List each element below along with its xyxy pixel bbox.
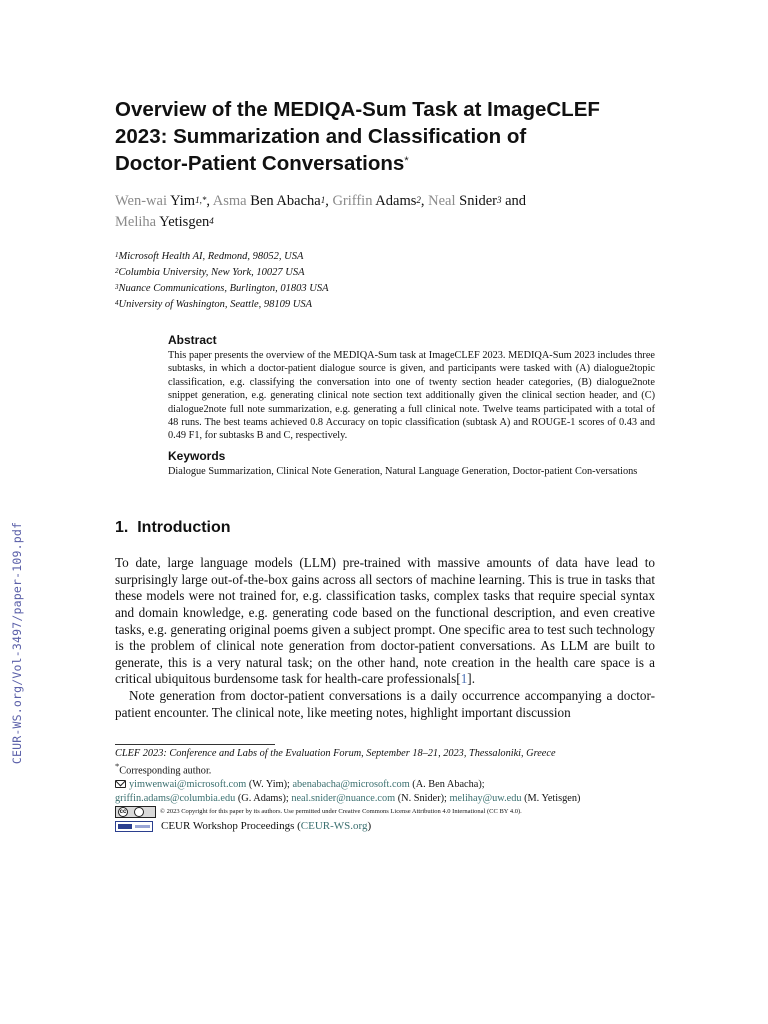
author-affil-mark: 4	[209, 216, 214, 226]
email-link[interactable]: griffin.adams@columbia.edu	[115, 792, 236, 804]
affiliation-text: Columbia University, New York, 10027 USA	[118, 267, 305, 278]
author-given-name: Asma	[212, 193, 247, 209]
author-given-name: Griffin	[332, 193, 373, 209]
ceur-link[interactable]: CEUR-WS.org	[300, 820, 368, 833]
paragraph-text: To date, large language models (LLM) pre-trained with massive amounts of data have lead to surprisingly large out-of-the-box gains across all sectors of machine learning. This is true in tasks that these models were not trained for, e.g. classification tasks, complex tasks that require special syntax and domain knowledge, e.g. generating code based on the functional description, and even creative tasks, e.g. generating original poems given a subject prompt. One specific area to test such technology is the problem of clinical note generation from doctor-patient conversations. As LLM are built to generate, this is a very natural task; on the other hand, note creation in the health care space is a critical ubiquitous burdensome task for health-care professionals[	[115, 555, 655, 687]
affiliation-number: 1	[115, 251, 119, 259]
author-given-name: Meliha	[115, 214, 157, 230]
email-owner: (G. Adams);	[235, 792, 292, 804]
title-line-1: Overview of the MEDIQA-Sum Task at ImageCLEF	[115, 98, 600, 121]
affiliation-text: University of Washington, Seattle, 98109 USA	[118, 299, 313, 310]
author	[428, 193, 501, 209]
email-link[interactable]: yimwenwai@microsoft.com	[129, 779, 247, 791]
affiliation	[115, 249, 655, 265]
author-list	[115, 191, 655, 233]
author-separator: ,	[206, 193, 213, 209]
author-affil-mark: 2	[416, 195, 421, 205]
corresponding-footnote	[115, 760, 655, 778]
paragraph-text: ].	[467, 671, 475, 687]
sidebar-url-text[interactable]: CEUR-WS.org/Vol-3497/paper-109.pdf	[10, 521, 25, 764]
author-family-name: Yetisgen	[159, 214, 210, 230]
cc-by-badge-icon[interactable]	[115, 806, 156, 818]
license-row	[115, 806, 655, 818]
introduction-body	[115, 555, 655, 721]
author-family-name: Adams	[375, 193, 417, 209]
footnote-text: Corresponding author.	[119, 765, 212, 777]
affiliation-text: Microsoft Health AI, Redmond, 98052, USA	[118, 251, 304, 262]
affiliation	[115, 281, 655, 297]
arxiv-sidebar-url[interactable]	[8, 520, 26, 765]
keywords-heading: Keywords	[168, 448, 226, 463]
citation-link[interactable]: 1	[460, 671, 468, 687]
author-affil-mark: 3	[497, 195, 502, 205]
abstract-block	[168, 333, 655, 478]
paragraph: Note generation from doctor-patient conversations is a daily occurrence accompanying a doctor-patient encounter. The clinical note, like meeting notes, highlight important discussion	[115, 688, 655, 720]
email-line	[115, 792, 655, 805]
section-heading-introduction	[115, 518, 655, 538]
footnote-rule	[115, 744, 275, 745]
title-footnote-mark: *	[404, 155, 409, 167]
title-line-3: Doctor-Patient Conversations	[115, 152, 405, 175]
author-separator: ,	[325, 193, 333, 209]
author	[115, 214, 214, 230]
author-given-name: Wen-wai	[115, 193, 167, 209]
author-given-name: Neal	[428, 193, 456, 209]
title-line-2: 2023: Summarization and Classification of	[115, 125, 527, 148]
person-icon	[134, 807, 144, 817]
email-owner: (A. Ben Abacha);	[409, 779, 485, 791]
author	[115, 193, 206, 209]
email-link[interactable]: melihay@uw.edu	[449, 792, 522, 804]
ceur-text: CEUR Workshop Proceedings (	[161, 820, 301, 833]
keywords-text: Dialogue Summarization, Clinical Note Generation, Natural Language Generation, Doctor-patient Con-versations	[168, 465, 638, 477]
affiliation-list	[115, 249, 655, 313]
footnotes	[115, 744, 655, 833]
abstract-text: This paper presents the overview of the MEDIQA-Sum task at ImageCLEF 2023. MEDIQA-Sum 2023 includes three subtasks, in which a doctor-patient dialogue source is given, and participants were tasked with (A) dialogue2topic classification, e.g. classifying the conversation into one of twenty section header categories, (B) dialogue2note snippet generation, e.g. generating clinical note section text additionally given the clinical section header, and (C) dialogue2note full note summarization, e.g. generating a full clinical note. Twelve teams participated with a total of 48 runs. The best teams achieved 0.8 Accuracy on topic classification (subtask A) and ROUGE-1 scores of 0.43 and 0.49 F1, for subtasks B and C, respectively.	[168, 350, 655, 442]
copyright-text: © 2023 Copyright for this paper by its authors. Use permitted under Creative Commons License Attribution 4.0 International (CC BY 4.0).	[160, 808, 522, 816]
author-family-name: Ben Abacha	[250, 193, 321, 209]
email-owner: (N. Snider);	[395, 792, 450, 804]
cc-logo-icon: cc	[119, 809, 127, 816]
ceur-text-end: )	[367, 820, 372, 833]
author-separator: and	[501, 193, 527, 209]
affiliation-text: Nuance Communications, Burlington, 01803 USA	[118, 283, 329, 294]
affiliation-number: 4	[115, 299, 119, 307]
email-owner: (M. Yetisgen)	[521, 792, 581, 804]
author-family-name: Yim	[170, 193, 196, 209]
author-family-name: Snider	[459, 193, 497, 209]
affiliation	[115, 265, 655, 281]
author	[213, 193, 325, 209]
email-link[interactable]: neal.snider@nuance.com	[291, 792, 396, 804]
footnote-mark: *	[115, 761, 120, 772]
ceur-row	[115, 820, 655, 833]
ceur-logo-icon	[115, 821, 153, 832]
email-link[interactable]: abenabacha@microsoft.com	[292, 779, 410, 791]
conference-footnote: CLEF 2023: Conference and Labs of the Evaluation Forum, September 18–21, 2023, Thessaloniki, Greece	[115, 748, 556, 759]
envelope-icon	[115, 780, 126, 788]
affiliation	[115, 297, 655, 313]
paper-page	[115, 96, 655, 721]
email-line	[115, 778, 655, 791]
affiliation-number: 2	[115, 267, 119, 275]
paper-title	[115, 96, 655, 177]
email-owner: (W. Yim);	[246, 779, 293, 791]
paragraph	[115, 555, 655, 688]
section-number: 1.	[115, 519, 129, 537]
section-title: Introduction	[137, 519, 231, 537]
affiliation-number: 3	[115, 283, 119, 291]
author-separator: ,	[420, 193, 429, 209]
author-affil-mark: 1,*	[195, 195, 207, 205]
abstract-heading: Abstract	[168, 333, 217, 347]
author-affil-mark: 1	[320, 195, 326, 205]
author	[332, 193, 420, 209]
